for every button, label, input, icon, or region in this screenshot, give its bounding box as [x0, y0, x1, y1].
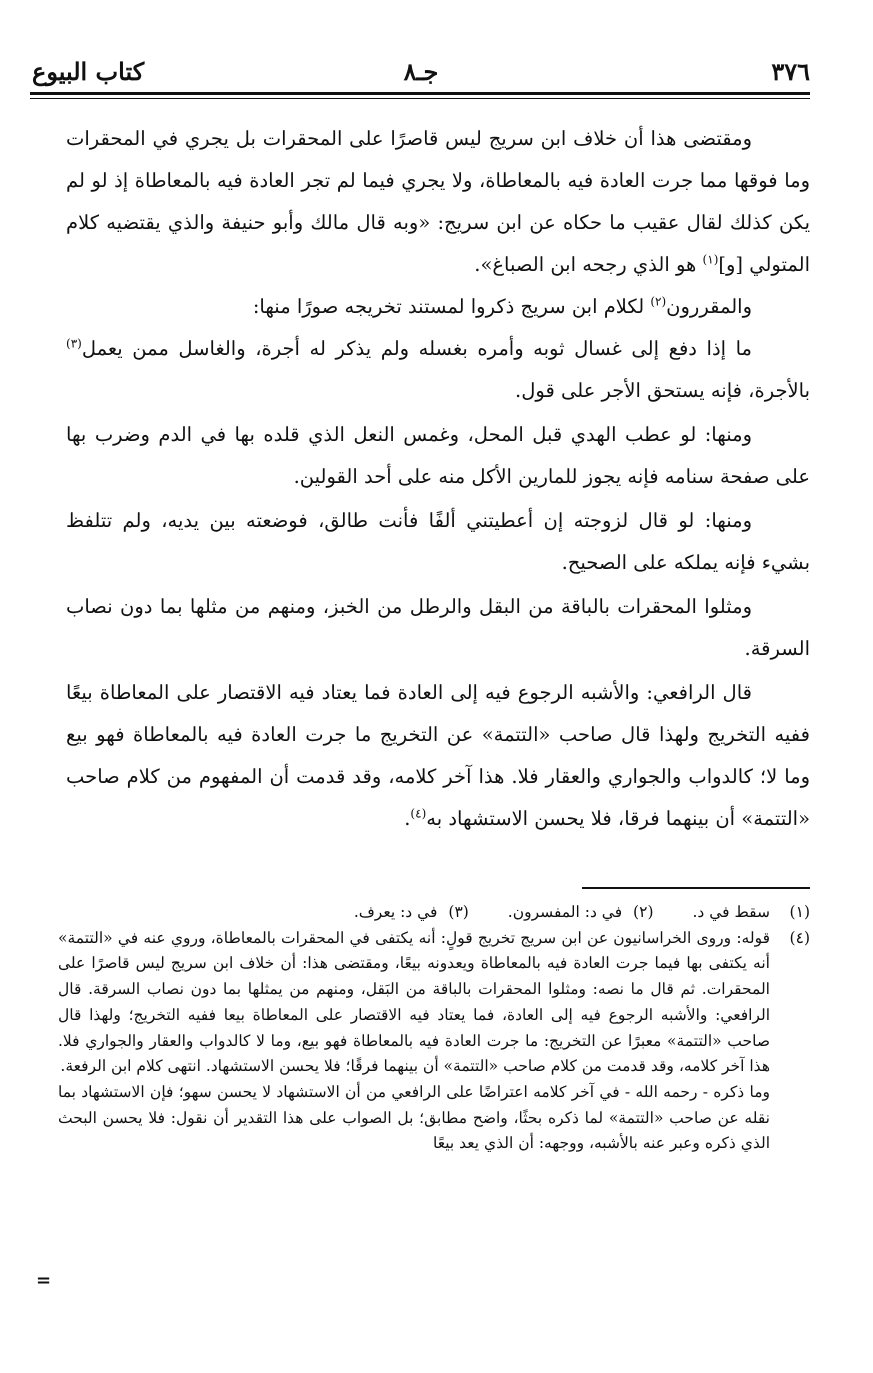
footnote-number: (١) [789, 903, 810, 921]
footnote-4: قوله: وروى الخراسانيون عن ابن سريج تخريج قولٍ: أنه يكتفى في المحقرات بالمعاطاة، وروي عنه في «التتمة» أنه يكتفى بها فيما جرت العادة فيه بالمعاطاة ويعدونه بيعًا، ومقتضى هذا: أن خلاف ابن سريج ليس قاصرًا على المحقرات. ثم قال ما نصه: ومثلوا المحقرات بالباقة من البَقل، ومنهم من يمثلها بما دون نصاب السرقة. قال الرافعي: والأشبه الرجوع فيه إلى العادة، فما يعتاد فيه الاقتصار على المعاطاة بيعا ففيه التخريج؛ ولهذا قال صاحب «التتمة» معبرًا عن التخريج: ما جرت العادة فيه بالمعاطاة فهو بيع، وما لا كالدواب والعقار والجواري فلا. هذا آخر كلامه، وقد قدمت من كلام صاحب «التتمة» أن بينهما فرقًا؛ فلا يحسن الاستشهاد. انتهى كلام ابن الرفعة. [58, 928, 770, 1076]
footnote-row-1-3 [58, 900, 810, 926]
header-rule-thin [30, 98, 810, 99]
footnote-separator [582, 887, 810, 889]
chapter-title: كتاب البيوع [32, 57, 145, 86]
volume-number: جـ٨ [403, 57, 439, 86]
paragraph-text: بالأجرة، فإنه يستحق الأجر على قول. [515, 379, 810, 402]
page-header [32, 52, 810, 92]
paragraph: ومنها: لو قال لزوجته إن أعطيتني ألفًا فأنت طالق، فوضعته بين يديه، ولم تتلفظ بشيء فإنه يملكه على الصحيح. [66, 509, 810, 574]
paragraph-text: ما إذا دفع إلى غسال ثوبه وأمره بغسله ولم يذكر له أجرة، والغاسل ممن يعمل [81, 337, 752, 360]
footnote-number: (٤) [789, 928, 810, 947]
footnote-ref: (٤) [410, 806, 427, 821]
footnote-1: سقط في د. [692, 903, 770, 921]
paragraph [66, 672, 810, 840]
paragraph-text: هو الذي رجحه ابن الصباغ». [474, 253, 703, 276]
footnote-2-number: (٢) [633, 903, 654, 921]
paragraph [66, 328, 810, 412]
footnote-items [58, 900, 770, 926]
paragraph-text: ومقتضى هذا أن خلاف ابن سريج ليس قاصرًا على المحقرات بل يجري في المحقرات وما فوقها مما جرت العادة فيه بالمعاطاة، ولا يجري فيما لم تجر العادة فيه بالمعاطاة إذ لو لم يكن كذلك لقال عقيب ما حكاه عن ابن سريج: «وبه قال مالك وأبو حنيفة والذي يقتضيه كلام المتولي [و] [66, 127, 810, 276]
paragraph-text: . [404, 807, 411, 830]
footnote-3-number: (٣) [448, 903, 469, 921]
paragraph-text: والمقررون [666, 295, 752, 318]
paragraph [66, 286, 810, 328]
footnote-ref: (٢) [650, 294, 667, 309]
page-number: ٣٧٦ [771, 57, 810, 86]
continuation-mark: = [36, 1270, 52, 1291]
footnote-ref: (١) [702, 252, 719, 267]
main-text [66, 118, 810, 840]
header-rule-thick [30, 92, 810, 95]
paragraph: ومثلوا المحقرات بالباقة من البقل والرطل من الخبز، ومنهم من مثلها بما دون نصاب السرقة. [66, 595, 810, 660]
paragraph [66, 118, 810, 286]
footnote-3: في د: يعرف. [353, 903, 438, 921]
footnote-ref: (٣) [66, 336, 82, 351]
paragraph: ومنها: لو عطب الهدي قبل المحل، وغمس النعل الذي قلده بها في الدم وضرب بها على صفحة سنامه فإنه يجوز للمارين الأكل منه على أحد القولين. [66, 423, 810, 488]
footnote-2: في د: المفسرون. [507, 903, 623, 921]
footnotes [58, 900, 810, 1157]
paragraph-text: لكلام ابن سريج ذكروا لمستند تخريجه صورًا منها: [252, 295, 651, 318]
paragraph-text: قال الرافعي: والأشبه الرجوع فيه إلى العادة فما يعتاد فيه الاقتصار على المعاطاة بيعًا ففيه التخريج ولهذا قال صاحب «التتمة» عن التخريج ما جرت العادة فيه بالمعاطاة فهو بيع وما لا؛ كالدواب والجواري والعقار فلا. هذا آخر كلامه، وقد قدمت أن المفهوم من كلام صاحب «التتمة» أن بينهما فرقا، فلا يحسن الاستشهاد به [66, 681, 810, 830]
footnote-4-continued: وما ذكره - رحمه الله - في آخر كلامه اعتراضًا على الرافعي من أن الاستشهاد لا يحسن سهو؛ فإن الاستشهاد بما نقله عن صاحب «التتمة» لما ذكره بحثًا، واضح مطابق؛ بل الصواب على هذا التقدير أن نقول: فلا يحسن البحث الذي ذكره وعبر عنه بالأشبه، ووجهه: أن الذي يعد بيعًا [58, 1082, 770, 1153]
footnote-row-4 [58, 926, 810, 1080]
